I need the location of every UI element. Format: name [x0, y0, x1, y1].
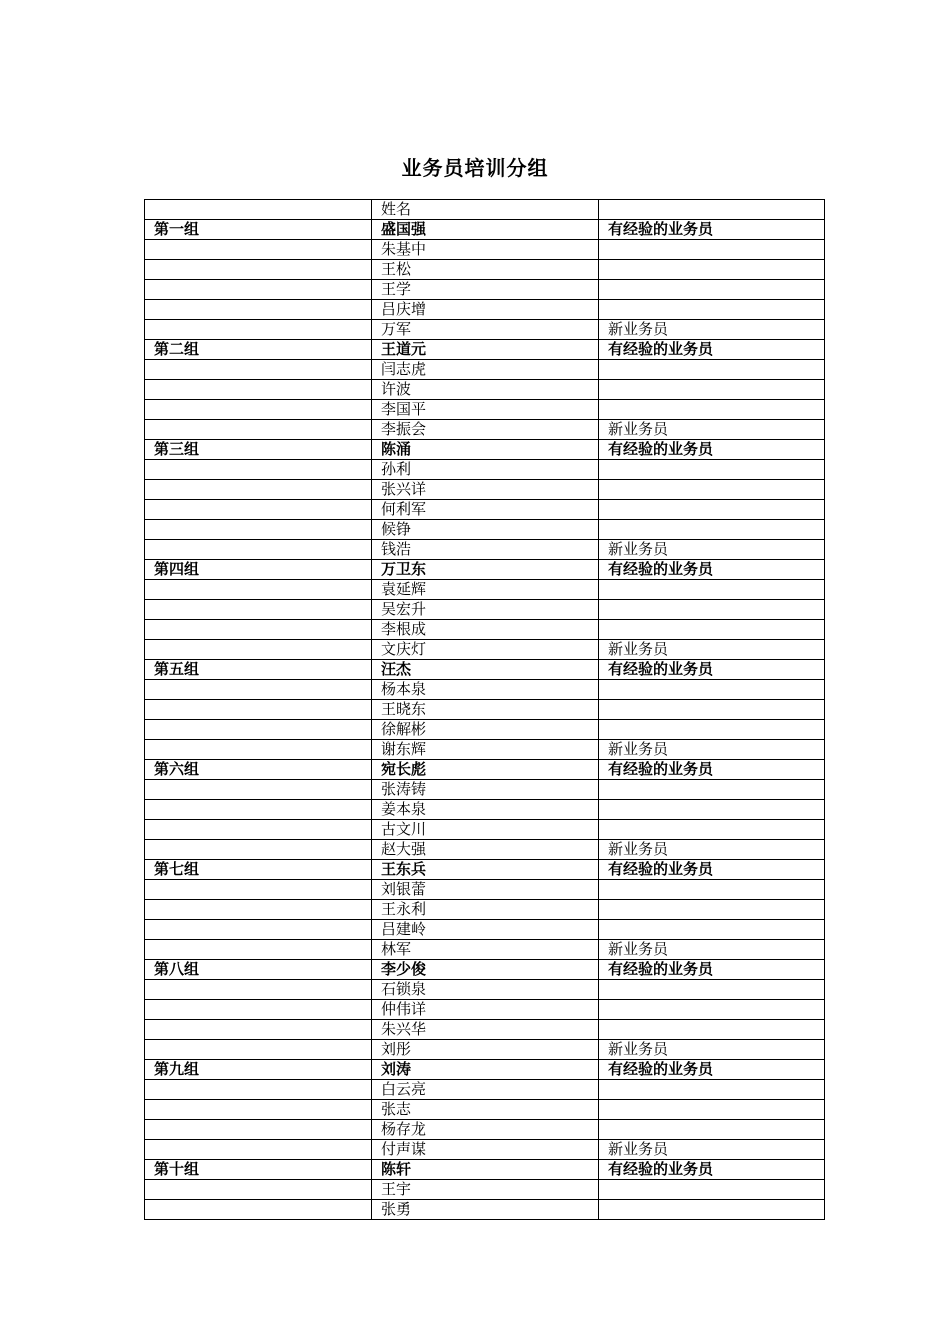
- table-row: [145, 340, 825, 360]
- group-label-cell: [145, 620, 372, 640]
- member-name-cell: 张涛铸: [372, 780, 599, 800]
- member-name-cell: 许波: [372, 380, 599, 400]
- table-row: [145, 880, 825, 900]
- table-row: [145, 280, 825, 300]
- member-role-cell: [599, 480, 825, 500]
- member-name-cell: 盛国强: [372, 220, 599, 240]
- member-role-cell: [599, 1180, 825, 1200]
- group-label-cell: 第十组: [145, 1160, 372, 1180]
- member-role-cell: 有经验的业务员: [599, 1160, 825, 1180]
- table-row: [145, 1040, 825, 1060]
- group-label-cell: [145, 240, 372, 260]
- member-name-cell: 石锁泉: [372, 980, 599, 1000]
- group-label-cell: [145, 260, 372, 280]
- member-role-cell: 新业务员: [599, 740, 825, 760]
- member-name-cell: 赵大强: [372, 840, 599, 860]
- member-role-cell: [599, 700, 825, 720]
- table-row: [145, 320, 825, 340]
- member-role-cell: [599, 580, 825, 600]
- member-name-cell: 杨本泉: [372, 680, 599, 700]
- table-row: [145, 440, 825, 460]
- member-name-cell: 吕庆增: [372, 300, 599, 320]
- member-role-cell: 新业务员: [599, 1140, 825, 1160]
- member-name-cell: 刘银蕾: [372, 880, 599, 900]
- group-label-cell: [145, 1200, 372, 1220]
- table-row: [145, 240, 825, 260]
- group-label-cell: 第二组: [145, 340, 372, 360]
- member-name-cell: 王道元: [372, 340, 599, 360]
- member-name-cell: 张勇: [372, 1200, 599, 1220]
- member-role-cell: [599, 460, 825, 480]
- member-role-cell: [599, 500, 825, 520]
- member-role-cell: [599, 820, 825, 840]
- member-name-cell: 古文川: [372, 820, 599, 840]
- member-role-cell: [599, 400, 825, 420]
- member-role-cell: 有经验的业务员: [599, 760, 825, 780]
- member-role-cell: [599, 1100, 825, 1120]
- member-role-cell: [599, 300, 825, 320]
- member-name-cell: 杨存龙: [372, 1120, 599, 1140]
- member-role-cell: 有经验的业务员: [599, 860, 825, 880]
- member-role-cell: [599, 1080, 825, 1100]
- member-name-cell: 王永利: [372, 900, 599, 920]
- table-row: [145, 1020, 825, 1040]
- table-row: [145, 700, 825, 720]
- member-role-cell: 新业务员: [599, 940, 825, 960]
- member-role-cell: [599, 920, 825, 940]
- table-row: [145, 960, 825, 980]
- table-row: [145, 600, 825, 620]
- member-name-cell: 姜本泉: [372, 800, 599, 820]
- group-label-cell: [145, 920, 372, 940]
- member-name-cell: 陈轩: [372, 1160, 599, 1180]
- member-name-cell: 李根成: [372, 620, 599, 640]
- table-row: [145, 940, 825, 960]
- member-name-cell: 张志: [372, 1100, 599, 1120]
- table-row: [145, 420, 825, 440]
- member-name-cell: 袁延辉: [372, 580, 599, 600]
- table-row: [145, 820, 825, 840]
- group-label-cell: [145, 480, 372, 500]
- member-role-cell: [599, 1020, 825, 1040]
- table-row: [145, 780, 825, 800]
- table-row: [145, 620, 825, 640]
- member-role-cell: [599, 880, 825, 900]
- member-role-cell: 新业务员: [599, 540, 825, 560]
- table-row: [145, 640, 825, 660]
- group-label-cell: [145, 640, 372, 660]
- table-row: [145, 860, 825, 880]
- group-label-cell: [145, 800, 372, 820]
- member-name-cell: 文庆灯: [372, 640, 599, 660]
- table-row: [145, 680, 825, 700]
- member-name-cell: 林军: [372, 940, 599, 960]
- group-label-cell: [145, 1000, 372, 1020]
- member-role-cell: 有经验的业务员: [599, 660, 825, 680]
- table-row: [145, 1080, 825, 1100]
- group-label-cell: [145, 1100, 372, 1120]
- group-label-cell: 第八组: [145, 960, 372, 980]
- member-name-cell: 李少俊: [372, 960, 599, 980]
- member-role-cell: [599, 980, 825, 1000]
- table-row: [145, 1060, 825, 1080]
- group-label-cell: 第三组: [145, 440, 372, 460]
- table-row: [145, 360, 825, 380]
- member-role-cell: [599, 1200, 825, 1220]
- table-row: [145, 1000, 825, 1020]
- member-name-cell: 李振会: [372, 420, 599, 440]
- member-name-cell: 王东兵: [372, 860, 599, 880]
- table-row: [145, 1100, 825, 1120]
- table-row: [145, 1200, 825, 1220]
- member-role-cell: 有经验的业务员: [599, 340, 825, 360]
- member-role-cell: 有经验的业务员: [599, 560, 825, 580]
- member-role-cell: [599, 520, 825, 540]
- member-role-cell: [599, 360, 825, 380]
- member-role-cell: [599, 240, 825, 260]
- header-row: [145, 200, 825, 220]
- table-row: [145, 540, 825, 560]
- member-name-cell: 宛长彪: [372, 760, 599, 780]
- table-row: [145, 580, 825, 600]
- group-label-cell: [145, 680, 372, 700]
- member-role-cell: 新业务员: [599, 840, 825, 860]
- group-label-cell: [145, 720, 372, 740]
- member-name-cell: 白云亮: [372, 1080, 599, 1100]
- member-role-cell: [599, 260, 825, 280]
- table-row: [145, 920, 825, 940]
- member-name-cell: 张兴详: [372, 480, 599, 500]
- member-name-cell: 朱兴华: [372, 1020, 599, 1040]
- group-label-cell: [145, 420, 372, 440]
- header-cell-role: [599, 200, 825, 220]
- member-role-cell: 新业务员: [599, 420, 825, 440]
- group-label-cell: [145, 700, 372, 720]
- group-label-cell: [145, 900, 372, 920]
- table-row: [145, 760, 825, 780]
- group-label-cell: [145, 1080, 372, 1100]
- member-name-cell: 汪杰: [372, 660, 599, 680]
- group-label-cell: [145, 880, 372, 900]
- member-name-cell: 闫志虎: [372, 360, 599, 380]
- member-name-cell: 候铮: [372, 520, 599, 540]
- member-role-cell: 新业务员: [599, 1040, 825, 1060]
- member-role-cell: [599, 680, 825, 700]
- group-label-cell: [145, 840, 372, 860]
- group-label-cell: [145, 580, 372, 600]
- member-name-cell: 朱基中: [372, 240, 599, 260]
- group-label-cell: [145, 280, 372, 300]
- table-row: [145, 720, 825, 740]
- member-role-cell: 新业务员: [599, 320, 825, 340]
- member-name-cell: 谢东辉: [372, 740, 599, 760]
- group-label-cell: [145, 1140, 372, 1160]
- table-row: [145, 900, 825, 920]
- table-row: [145, 520, 825, 540]
- group-label-cell: [145, 380, 372, 400]
- group-label-cell: [145, 1180, 372, 1200]
- table-row: [145, 1140, 825, 1160]
- table-row: [145, 1160, 825, 1180]
- header-cell-name: 姓名: [372, 200, 599, 220]
- training-group-table: [144, 199, 825, 1220]
- header-cell-group: [145, 200, 372, 220]
- group-label-cell: 第七组: [145, 860, 372, 880]
- group-label-cell: [145, 360, 372, 380]
- member-name-cell: 万卫东: [372, 560, 599, 580]
- member-name-cell: 何利军: [372, 500, 599, 520]
- member-role-cell: [599, 1120, 825, 1140]
- group-label-cell: [145, 460, 372, 480]
- group-label-cell: [145, 500, 372, 520]
- member-name-cell: 王学: [372, 280, 599, 300]
- member-name-cell: 王宇: [372, 1180, 599, 1200]
- member-name-cell: 万军: [372, 320, 599, 340]
- group-label-cell: [145, 1020, 372, 1040]
- table-row: [145, 1120, 825, 1140]
- member-name-cell: 孙利: [372, 460, 599, 480]
- group-label-cell: [145, 400, 372, 420]
- member-role-cell: [599, 1000, 825, 1020]
- member-name-cell: 付声谋: [372, 1140, 599, 1160]
- member-role-cell: [599, 620, 825, 640]
- member-role-cell: 新业务员: [599, 640, 825, 660]
- member-role-cell: 有经验的业务员: [599, 960, 825, 980]
- table-row: [145, 740, 825, 760]
- member-name-cell: 刘涛: [372, 1060, 599, 1080]
- member-role-cell: 有经验的业务员: [599, 1060, 825, 1080]
- member-role-cell: [599, 800, 825, 820]
- group-label-cell: [145, 520, 372, 540]
- group-label-cell: [145, 820, 372, 840]
- table-row: [145, 500, 825, 520]
- group-label-cell: [145, 1120, 372, 1140]
- table-row: [145, 400, 825, 420]
- table-row: [145, 660, 825, 680]
- group-label-cell: [145, 940, 372, 960]
- group-label-cell: [145, 300, 372, 320]
- member-name-cell: 徐解彬: [372, 720, 599, 740]
- group-label-cell: [145, 780, 372, 800]
- group-label-cell: [145, 540, 372, 560]
- member-name-cell: 陈涌: [372, 440, 599, 460]
- member-role-cell: [599, 280, 825, 300]
- group-label-cell: 第一组: [145, 220, 372, 240]
- member-role-cell: 有经验的业务员: [599, 220, 825, 240]
- member-role-cell: [599, 380, 825, 400]
- member-role-cell: [599, 720, 825, 740]
- table-row: [145, 460, 825, 480]
- table-row: [145, 1180, 825, 1200]
- document-title: 业务员培训分组: [401, 156, 549, 180]
- table-row: [145, 220, 825, 240]
- member-name-cell: 钱浩: [372, 540, 599, 560]
- table-row: [145, 380, 825, 400]
- group-label-cell: [145, 320, 372, 340]
- group-label-cell: [145, 1040, 372, 1060]
- group-label-cell: 第九组: [145, 1060, 372, 1080]
- table-body: [145, 200, 825, 1220]
- table-row: [145, 480, 825, 500]
- group-label-cell: [145, 600, 372, 620]
- member-name-cell: 仲伟详: [372, 1000, 599, 1020]
- member-name-cell: 李国平: [372, 400, 599, 420]
- member-role-cell: [599, 900, 825, 920]
- table-row: [145, 980, 825, 1000]
- member-role-cell: 有经验的业务员: [599, 440, 825, 460]
- member-role-cell: [599, 780, 825, 800]
- member-name-cell: 刘彤: [372, 1040, 599, 1060]
- table-row: [145, 260, 825, 280]
- group-label-cell: 第五组: [145, 660, 372, 680]
- member-name-cell: 吕建岭: [372, 920, 599, 940]
- table-row: [145, 300, 825, 320]
- group-label-cell: 第四组: [145, 560, 372, 580]
- member-name-cell: 王松: [372, 260, 599, 280]
- member-role-cell: [599, 600, 825, 620]
- member-name-cell: 王晓东: [372, 700, 599, 720]
- table-row: [145, 560, 825, 580]
- member-name-cell: 吴宏升: [372, 600, 599, 620]
- table-row: [145, 800, 825, 820]
- group-label-cell: [145, 740, 372, 760]
- group-label-cell: [145, 980, 372, 1000]
- group-label-cell: 第六组: [145, 760, 372, 780]
- table-row: [145, 840, 825, 860]
